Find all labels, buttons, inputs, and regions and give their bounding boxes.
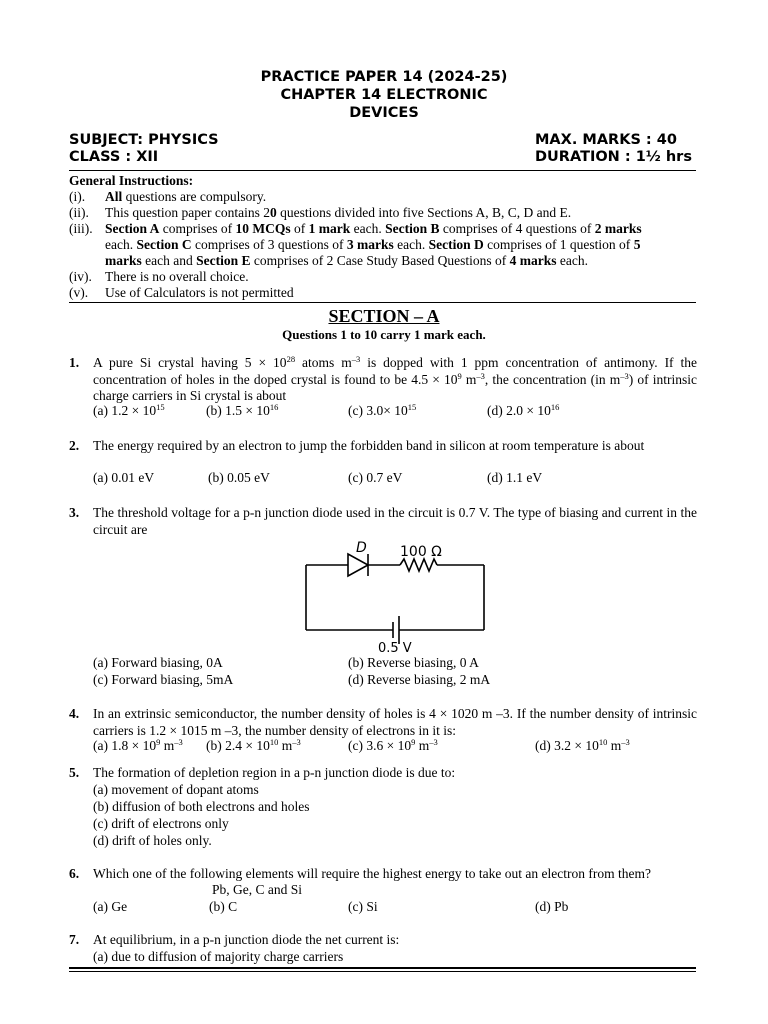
question-6 bbox=[69, 866, 697, 918]
option-d: (d) $2.0 \times 10^{16}$ bbox=[487, 402, 560, 418]
question-7 bbox=[69, 932, 697, 968]
option-b: (b) $2.4 \times 10^{10}$ $m^{-3}$ bbox=[206, 737, 301, 753]
section-subtitle: Questions 1 to 10 carry 1 mark each. bbox=[282, 327, 486, 342]
option-b: (b) C bbox=[209, 899, 238, 914]
instruction-number: (i). bbox=[69, 189, 86, 204]
option-a: (a) 0.01 eV bbox=[93, 470, 155, 485]
option-d: (d) 1.1 eV bbox=[487, 470, 543, 485]
option-b: (b) 0.05 eV bbox=[208, 470, 270, 485]
instruction-text: There is no overall choice. bbox=[105, 269, 249, 284]
option-b: (b) Reverse biasing, 0 A bbox=[348, 655, 479, 670]
question-text: The energy required by an electron to jump the forbidden band in silicon at room temperature is about bbox=[93, 438, 645, 453]
option-c: (c) $3.0\times 10^{15}$ bbox=[348, 402, 417, 418]
option-a: (a) $1.2 \times 10^{15}$ bbox=[93, 402, 165, 418]
class-label: CLASS : XII bbox=[69, 149, 159, 165]
option-a: (a) due to diffusion of majority charge carriers bbox=[93, 949, 344, 964]
option-a: (a) movement of dopant atoms bbox=[93, 782, 259, 797]
instructions-divider bbox=[69, 302, 696, 303]
question-number: 5. bbox=[69, 765, 80, 780]
option-d: (d) Reverse biasing, 2 mA bbox=[348, 672, 491, 687]
duration-label: DURATION : 1½ hrs bbox=[535, 149, 692, 165]
subject-label: SUBJECT: PHYSICS bbox=[69, 132, 219, 148]
footer-rule-bottom bbox=[69, 971, 696, 972]
question-number: 4. bbox=[69, 706, 80, 721]
option-b: (b) $1.5 \times 10^{16}$ bbox=[206, 402, 279, 418]
option-d: (d) drift of holes only. bbox=[93, 833, 212, 848]
instruction-number: (iv). bbox=[69, 269, 92, 284]
option-d: (d) Pb bbox=[535, 899, 569, 914]
element-list: Pb, Ge, C and Si bbox=[208, 882, 302, 899]
option-c: (c) $3.6 \times 10^9$ $m^{-3}$ bbox=[348, 737, 438, 753]
question-text: The threshold voltage for a p-n junction diode used in the circuit is 0.7 V. The type of biasing and current in the circuit are bbox=[93, 505, 697, 537]
option-c: (c) Si bbox=[348, 899, 378, 914]
question-text: A pure Si crystal having $5 \times 10^{28}$ atoms $m^{-3}$ is dopped with 1 ppm concentration of antimony. If the concentration of holes in the doped crystal is found to be $4.5 \times 10^9$ $m^{-3}$, the concentration (in $m^{-3}$) of intrinsic charge carriers in Si crystal is about bbox=[93, 354, 698, 403]
question-number: 2. bbox=[69, 438, 80, 453]
option-a: (a) Ge bbox=[93, 899, 128, 914]
instruction-text: Use of Calculators is not permitted bbox=[105, 285, 294, 300]
instruction-number: (iii). bbox=[69, 221, 93, 236]
question-number: 1. bbox=[69, 355, 80, 370]
question-text: In an extrinsic semiconductor, the number density of holes is 4 × 1020 m –3. If the number density of intrinsic carriers is 1.2 × 1015 m –3, the number density of electrons in it is: bbox=[93, 706, 697, 738]
instruction-text: This question paper contains 20 questions divided into five Sections A, B, C, D and E. bbox=[105, 205, 572, 220]
question-text: The formation of depletion region in a p-n junction diode is due to: bbox=[93, 765, 456, 780]
question-text: Which one of the following elements will require the highest energy to take out an electron from them? bbox=[93, 866, 651, 881]
battery-label: 0.5 V bbox=[378, 641, 412, 656]
question-number: 3. bbox=[69, 505, 80, 520]
option-b: (b) diffusion of both electrons and holes bbox=[93, 799, 310, 814]
question-1 bbox=[69, 355, 697, 425]
question-4 bbox=[69, 706, 697, 758]
question-2 bbox=[69, 438, 697, 490]
option-c: (c) drift of electrons only bbox=[93, 816, 229, 831]
max-marks-label: MAX. MARKS : 40 bbox=[535, 132, 677, 148]
question-text: At equilibrium, in a p-n junction diode the net current is: bbox=[93, 932, 400, 947]
circuit-diagram bbox=[296, 536, 496, 656]
section-title: SECTION – A bbox=[328, 306, 440, 326]
option-c: (c) Forward biasing, 5mA bbox=[93, 672, 234, 687]
paper-title-line1: PRACTICE PAPER 14 (2024-25) bbox=[260, 69, 508, 85]
footer-rule-top bbox=[69, 967, 696, 969]
option-a: (a) $1.8 \times 10^9$ $m^{-3}$ bbox=[93, 737, 183, 753]
instruction-text: All questions are compulsory. bbox=[105, 189, 267, 204]
question-number: 7. bbox=[69, 932, 80, 947]
resistor-label: 100 Ω bbox=[400, 544, 442, 560]
resistor-symbol bbox=[400, 559, 437, 571]
option-d: (d) $3.2 \times 10^{10}$ $m^{-3}$ bbox=[535, 737, 630, 753]
paper-title-line3: DEVICES bbox=[349, 105, 419, 121]
diode-symbol bbox=[348, 554, 368, 576]
option-a: (a) Forward biasing, 0A bbox=[93, 655, 223, 670]
header-divider bbox=[69, 170, 696, 171]
option-c: (c) 0.7 eV bbox=[348, 470, 403, 485]
paper-title-line2: CHAPTER 14 ELECTRONIC bbox=[280, 87, 488, 103]
instructions-heading: General Instructions: bbox=[69, 173, 194, 188]
question-number: 6. bbox=[69, 866, 80, 881]
instruction-number: (v). bbox=[69, 285, 89, 300]
instruction-number: (ii). bbox=[69, 205, 89, 220]
question-5 bbox=[69, 765, 697, 851]
instruction-text: Section A comprises of 10 MCQs of 1 mark each. Section B comprises of 4 questions of 2 marks each. Section C comprises of 3 questions of 3 marks each. Section D comprises of 1 question of 5 marks each and Section E comprises of 2 Case Study Based Questions of 4 marks each. bbox=[105, 221, 642, 268]
diode-label: D bbox=[356, 540, 367, 556]
